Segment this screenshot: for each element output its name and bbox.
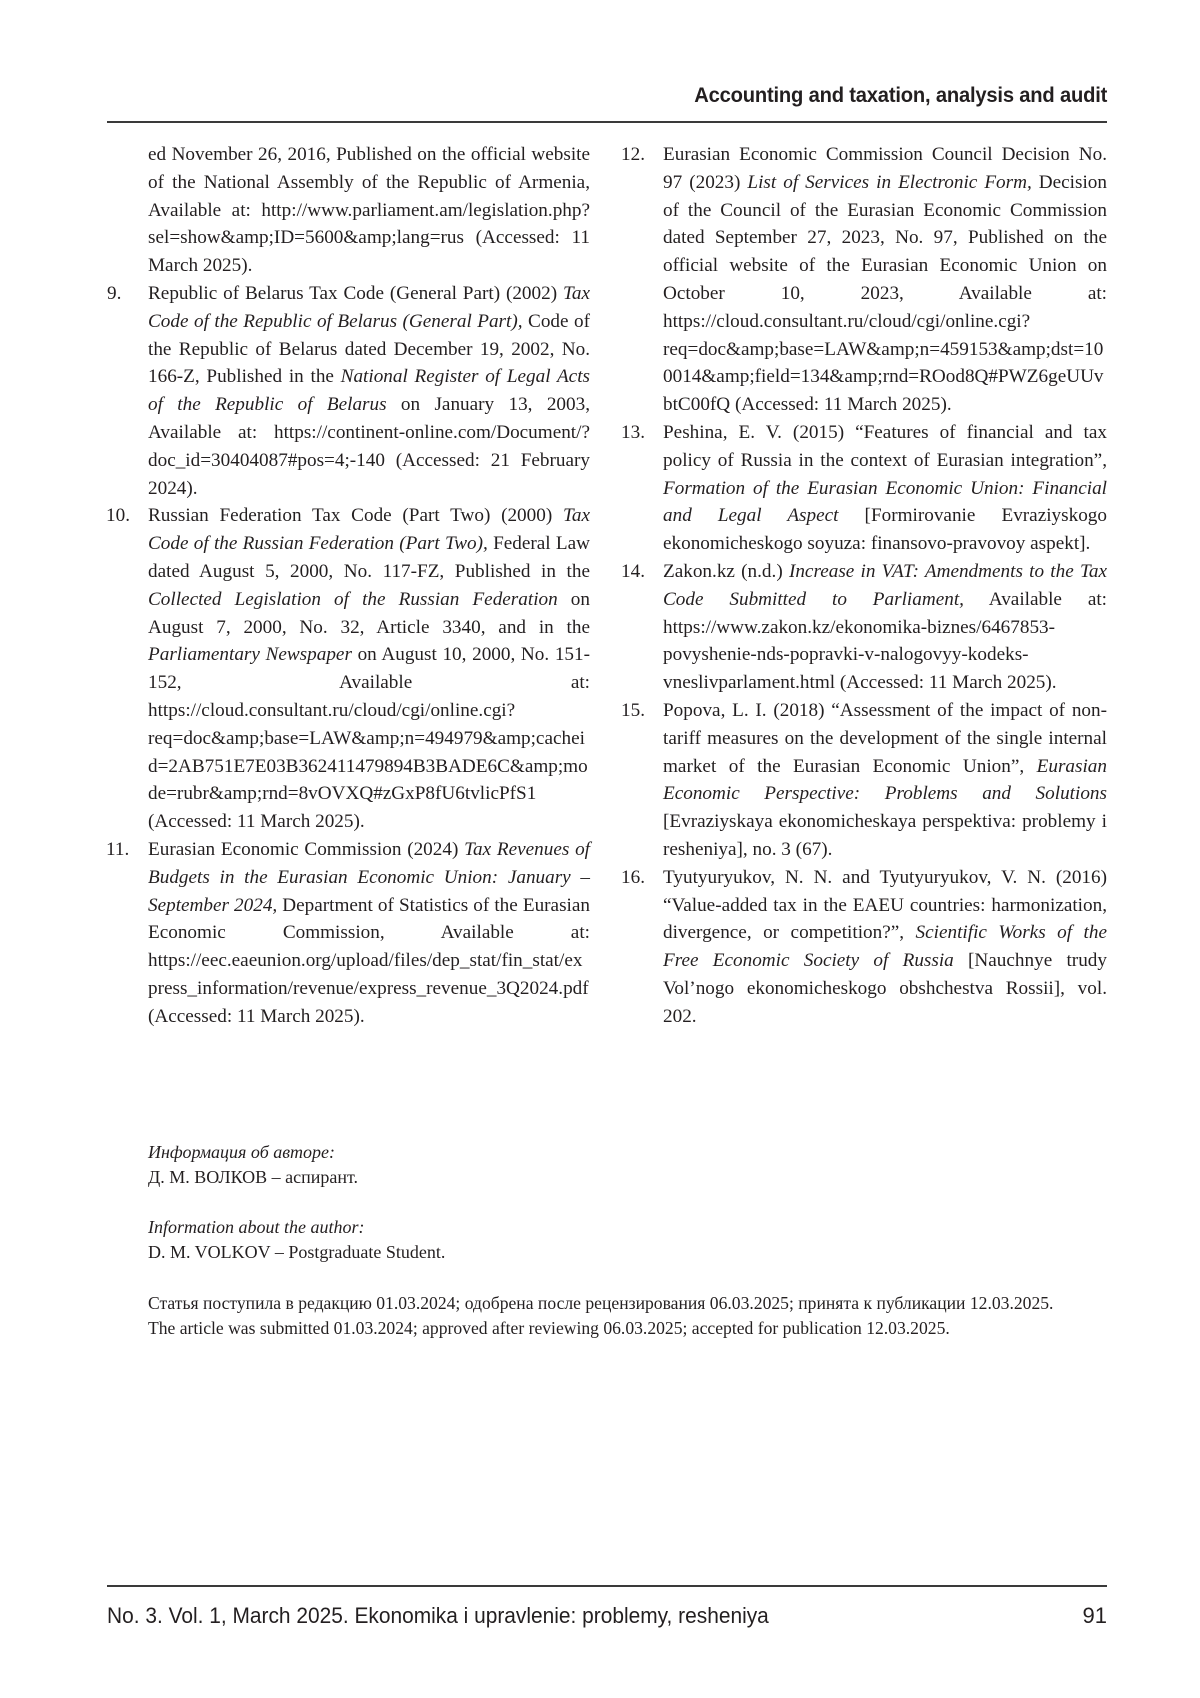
reference-text: Republic of Belarus Tax Code (General Part) (2002) (148, 282, 563, 304)
reference-title-italic: Tax Code of the Russian Federation (Part Two), (148, 505, 590, 555)
reference-text: on August 7, 2000, No. 32, Article 3340, and in the (148, 588, 590, 638)
reference-title-italic: Parliamentary Newspaper (148, 644, 352, 666)
reference-number: 9. (107, 282, 122, 304)
reference-number: 13. (621, 421, 645, 443)
author-heading-en: Information about the author: (148, 1217, 365, 1237)
reference-item (622, 419, 1107, 558)
article-dates-ru: Статья поступила в редакцию 01.03.2024; одобрена после рецензирования 06.03.2025; принята к публикации 12.03.2025. (148, 1293, 1054, 1313)
journal-citation: No. 3. Vol. 1, March 2025. Ekonomika i upravlenie: problemy, resheniya (107, 1603, 769, 1628)
reference-item (107, 502, 590, 836)
reference-item (107, 141, 590, 280)
reference-item (622, 864, 1107, 1031)
references-left-column (107, 141, 590, 1031)
header-rule (107, 121, 1107, 123)
author-info (148, 1140, 445, 1265)
reference-text: Available at: https://www.zakon.kz/ekonomika-biznes/6467853-povyshenie-nds-popravki-v-nalogovyy-kodeks-vneslivparlament.html (Accessed: 11 March 2025). (663, 588, 1107, 694)
reference-title-italic: Tax Code of the Republic of Belarus (General Part), (148, 282, 590, 332)
references-right-column (622, 141, 1107, 1031)
footer-rule (107, 1585, 1107, 1587)
reference-title-italic: Collected Legislation of the Russian Federation (148, 588, 558, 610)
reference-number: 16. (621, 866, 645, 888)
reference-text: Code of the Republic of Belarus dated December 19, 2002, No. 166-Z, Published in the (148, 310, 590, 388)
reference-text: on August 10, 2000, No. 151-152, Available at: https://cloud.consultant.ru/cloud/cgi/online.cgi?req=doc&amp;base=LAW&amp;n=494979&amp;cacheid=2AB751E7E03B362411479894B3BADE6C&amp;mode=rubr&amp;rnd=8vOVXQ#zGxP8fU6tvlicPfS1 (Accessed: 11 March 2025). (148, 644, 590, 833)
reference-text: Russian Federation Tax Code (Part Two) (2000) (148, 505, 563, 527)
reference-text: Popova, L. I. (2018) “Assessment of the impact of non-tariff measures on the development of the single internal market of the Eurasian Economic Union”, (663, 699, 1107, 777)
reference-item (622, 697, 1107, 864)
reference-number: 11. (106, 838, 130, 860)
reference-item (622, 558, 1107, 697)
reference-number: 10. (106, 505, 130, 527)
reference-item (107, 280, 590, 502)
reference-text: Tyutyuryukov, N. N. and Tyutyuryukov, V. N. (2016) “Value-added tax in the EAEU countries: harmonization, divergence, or competition?”, (663, 866, 1107, 944)
reference-text: [Evraziyskaya ekonomicheskaya perspektiva: problemy i resheniya], no. 3 (67). (663, 811, 1107, 860)
author-text-en: D. M. VOLKOV – Postgraduate Student. (148, 1242, 446, 1262)
reference-text: ed November 26, 2016, Published on the official website of the National Assembly of the Republic of Armenia, Available at: http://www.parliament.am/legislation.php?sel=show&amp;ID=5600&amp;lang=rus (Accessed: 11 March 2025). (148, 144, 590, 277)
author-text-ru: Д. М. ВОЛКОВ – аспирант. (148, 1167, 359, 1187)
reference-item (107, 836, 590, 1031)
reference-title-italic: Scientific Works of the Free Economic Society of Russia (663, 922, 1107, 972)
page-number: 91 (1082, 1603, 1107, 1628)
reference-text: Eurasian Economic Commission (2024) (148, 838, 465, 860)
reference-title-italic: National Register of Legal Acts of the Republic of Belarus (148, 366, 590, 416)
reference-text: Decision of the Council of the Eurasian Economic Commission dated September 27, 2023, No. 97, Published on the official website of the Eurasian Economic Union on October 10, 2023, Available at: https://cloud.consultant.ru/cloud/cgi/online.cgi?req=doc&amp;base=LAW&amp;n=459153&amp;dst=100014&amp;field=134&amp;rnd=ROod8Q#PWZ6geUUvbtC00fQ (Accessed: 11 March 2025). (663, 171, 1107, 416)
reference-text: Department of Statistics of the Eurasian Economic Commission, Available at: https://eec.eaeunion.org/upload/files/dep_stat/fin_stat/express_information/revenue/express_revenue_3Q2024.pdf (Accessed: 11 March 2025). (148, 894, 590, 1027)
reference-text: Peshina, E. V. (2015) “Features of financial and tax policy of Russia in the context of Eurasian integration”, (663, 421, 1107, 471)
reference-title-italic: Increase in VAT: Amendments to the Tax Code Submitted to Parliament, (663, 560, 1107, 610)
reference-title-italic: Tax Revenues of Budgets in the Eurasian Economic Union: January – September 2024, (148, 838, 590, 916)
reference-number: 15. (621, 699, 645, 721)
reference-text: [Formirovanie Evraziyskogo ekonomicheskogo soyuza: finansovo-pravovoy aspekt]. (663, 505, 1107, 555)
article-dates-en: The article was submitted 01.03.2024; approved after reviewing 06.03.2025; accepted for publication 12.03.2025. (148, 1317, 950, 1338)
reference-text: Eurasian Economic Commission Council Decision No. 97 (2023) (663, 144, 1107, 193)
reference-number: 12. (621, 144, 645, 165)
reference-title-italic: Eurasian Economic Perspective: Problems and Solutions (663, 755, 1107, 805)
reference-number: 14. (621, 560, 645, 582)
reference-text: [Nauchnye trudy Vol’nogo ekonomicheskogo obshchestva Rossii], vol. 202. (663, 950, 1107, 1027)
reference-text: Zakon.kz (n.d.) (663, 560, 789, 582)
reference-item (622, 141, 1107, 419)
reference-title-italic: List of Services in Electronic Form, (747, 171, 1032, 193)
reference-text: Federal Law dated August 5, 2000, No. 117-FZ, Published in the (148, 533, 590, 582)
reference-text: on January 13, 2003, Available at: https://continent-online.com/Document/?doc_id=30404087#pos=4;-140 (Accessed: 21 February 2024). (148, 394, 590, 499)
reference-title-italic: Formation of the Eurasian Economic Union: Financial and Legal Aspect (663, 477, 1107, 527)
author-heading-ru: Информация об авторе: (148, 1142, 336, 1162)
section-running-head: Accounting and taxation, analysis and audit (694, 84, 1107, 107)
spacer (148, 1190, 445, 1215)
article-dates (148, 1291, 1108, 1340)
